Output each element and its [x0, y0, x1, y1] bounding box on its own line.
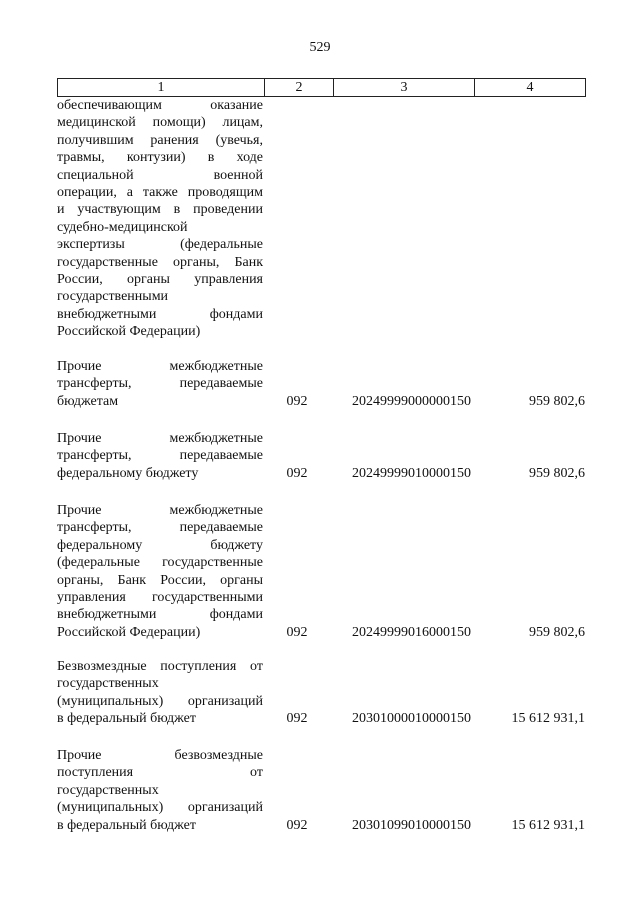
column-header-3: 3	[334, 79, 475, 97]
description-line: трансферты, передаваемые	[57, 448, 263, 464]
column-header-row	[58, 79, 586, 97]
description-line: медицинской помощи) лицам,	[57, 115, 263, 131]
description-line: внебюджетными фондами	[57, 607, 263, 623]
description-line: поступления от	[57, 765, 263, 781]
description-line: Российской Федерации)	[57, 324, 201, 340]
description-line: органы, Банк России, органы	[57, 572, 263, 588]
description-line: Прочие межбюджетные	[57, 359, 263, 374]
column-header-4: 4	[475, 79, 586, 97]
row-description	[57, 747, 263, 834]
row-description	[57, 358, 263, 410]
row-description	[57, 430, 263, 482]
admin-code: 092	[286, 393, 308, 409]
column-header-2: 2	[265, 79, 334, 97]
amount: 959 802,6	[529, 393, 585, 409]
description-line: специальной военной	[57, 167, 263, 183]
description-line: управления государственными	[57, 590, 263, 606]
description-line: обеспечивающим оказание	[57, 98, 263, 113]
description-line: в федеральный бюджет	[57, 711, 196, 727]
budget-class-code: 20301000010000150	[352, 711, 471, 727]
description-line: России, органы управления	[57, 272, 263, 288]
description-line: и участвующим в проведении	[57, 202, 263, 218]
description-line: в федеральный бюджет	[57, 817, 196, 833]
amount: 15 612 931,1	[511, 817, 585, 833]
budget-class-code: 20249999000000150	[352, 393, 471, 409]
description-line: федеральному бюджету	[57, 537, 263, 553]
description-line: внебюджетными фондами	[57, 306, 263, 322]
budget-class-code: 20301099010000150	[352, 817, 471, 833]
amount: 959 802,6	[529, 624, 585, 640]
description-line: Прочие межбюджетные	[57, 503, 263, 518]
budget-class-code: 20249999016000150	[352, 624, 471, 640]
row-description	[57, 97, 263, 341]
column-header-1: 1	[58, 79, 265, 97]
description-line: Российской Федерации)	[57, 624, 201, 640]
description-line: (федеральные государственные	[57, 555, 263, 571]
description-line: федеральному бюджету	[57, 465, 199, 481]
description-line: (муниципальных) организаций	[57, 693, 263, 709]
description-line: государственные органы, Банк	[57, 254, 263, 270]
description-line: (муниципальных) организаций	[57, 800, 263, 816]
description-line: государственных	[57, 782, 159, 798]
description-line: бюджетам	[57, 393, 119, 409]
budget-class-code: 20249999010000150	[352, 465, 471, 481]
admin-code: 092	[286, 624, 308, 640]
row-description	[57, 658, 263, 728]
description-line: получившим ранения (увечья,	[57, 132, 263, 148]
admin-code: 092	[286, 711, 308, 727]
description-line: судебно-медицинской	[57, 219, 188, 235]
column-header-table	[57, 78, 586, 97]
description-line: трансферты, передаваемые	[57, 520, 263, 536]
description-line: Прочие межбюджетные	[57, 431, 263, 446]
description-line: операции, а также проводящим	[57, 185, 263, 201]
description-line: государственными	[57, 289, 169, 305]
page-number: 529	[309, 40, 331, 55]
admin-code: 092	[286, 817, 308, 833]
description-line: трансферты, передаваемые	[57, 376, 263, 392]
amount: 959 802,6	[529, 465, 585, 481]
description-line: экспертизы (федеральные	[57, 237, 263, 253]
row-description	[57, 502, 263, 641]
amount: 15 612 931,1	[511, 711, 585, 727]
admin-code: 092	[286, 465, 308, 481]
description-line: травмы, контузии) в ходе	[57, 150, 263, 166]
description-line: государственных	[57, 676, 159, 692]
description-line: Безвозмездные поступления от	[57, 659, 263, 674]
description-line: Прочие безвозмездные	[57, 748, 263, 763]
